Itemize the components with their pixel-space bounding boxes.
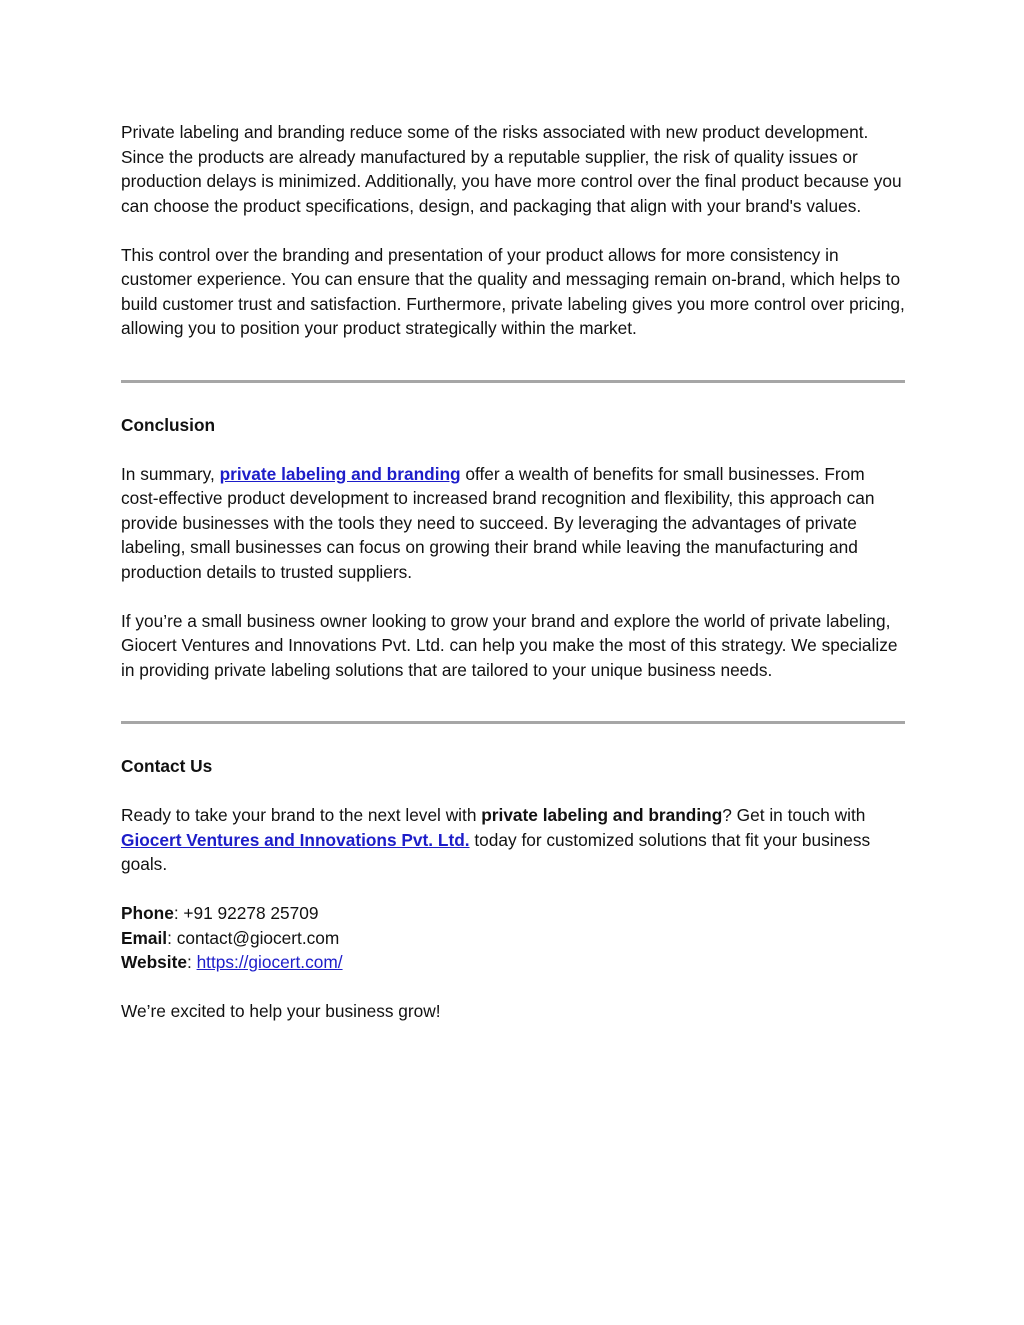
email-label: Email [121,927,168,948]
website-link[interactable]: https://giocert.com/ [196,952,343,972]
conclusion-paragraph-2: If you’re a small business owner looking to grow your brand and explore the world of private labeling, Giocert Ventures and Innovations Pvt. Ltd. can help you make the most of this strategy. We specialize in providing private labeling solutions that are tailored to your unique business needs. [121,610,898,680]
private-labeling-link[interactable]: private labeling and branding [219,463,461,484]
contact-para-suffix: today for customized solutions that fit your business goals. [121,829,871,874]
website-separator: : [186,952,197,972]
section-divider [121,380,905,383]
section-divider [121,721,905,724]
phone-line [121,901,905,926]
contact-details [121,901,905,975]
email-value: : contact@giocert.com [167,927,340,948]
contact-heading: Contact Us [121,756,213,776]
contact-para-mid: ? Get in touch with [722,805,866,825]
intro-paragraph-2: This control over the branding and presentation of your product allows for more consistency in customer experience. You can ensure that the quality and messaging remain on-brand, which helps to build customer trust and satisfaction. Furthermore, private labeling gives you more control over pricing, allowing you to position your product strategically within the market. [121,244,905,338]
intro-paragraph-1: Private labeling and branding reduce some of the risks associated with new product development. Since the products are already manufactured by a reputable supplier, the risk of quality issues or production delays is minimized. Additionally, you have more control over the final product because you can choose the product specifications, design, and packaging that align with your brand's values. [121,122,902,216]
closing-line: We’re excited to help your business grow! [121,1001,441,1021]
website-line [121,950,905,975]
conclusion-para1-suffix: offer a wealth of benefits for small businesses. From cost-effective product development to increased brand recognition and flexibility, this approach can provide businesses with the tools they need to succeed. By leveraging the advantages of private labeling, small businesses can focus on growing their brand while leaving the manufacturing and production details to trusted suppliers. [121,463,875,582]
giocert-company-link[interactable]: Giocert Ventures and Innovations Pvt. Ltd. [121,829,470,850]
document-page [121,120,905,1024]
website-label: Website [121,952,187,972]
email-line [121,926,905,951]
contact-para-bold: private labeling and branding [481,805,723,825]
contact-paragraph [121,803,905,877]
contact-para-prefix: Ready to take your brand to the next level with [121,805,482,825]
conclusion-para1-prefix: In summary, [121,463,220,484]
conclusion-paragraph-1 [121,462,905,585]
conclusion-heading: Conclusion [121,414,216,435]
phone-label: Phone [121,903,174,923]
phone-value: : +91 92278 25709 [173,903,319,923]
